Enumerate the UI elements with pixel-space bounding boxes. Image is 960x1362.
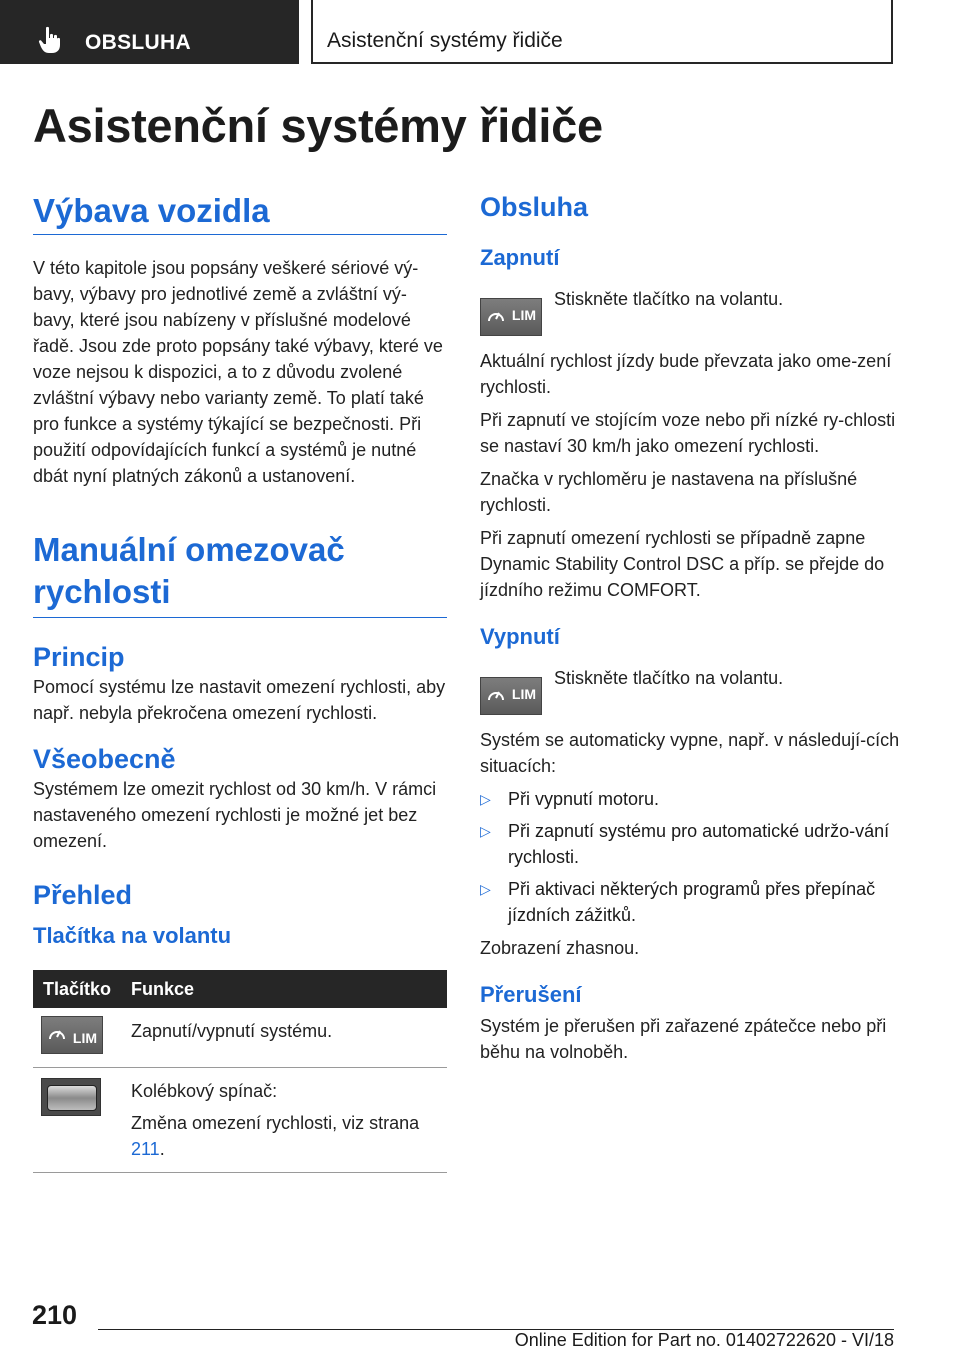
obecne-heading: Všeobecně <box>33 744 176 774</box>
zapnuti-p4: Při zapnutí omezení rychlosti se případně zapne Dynamic Stability Control DSC a příp. se přejde do jízdního režimu COMFORT. <box>480 528 885 600</box>
lim-label: LIM <box>511 307 536 323</box>
section-manual-heading-line2: rychlosti <box>33 573 171 610</box>
zapnuti-p2: Při zapnutí ve stojícím voze nebo při nízké ry‐chlosti se nastaví 30 km/h jako omezení rychlosti. <box>480 410 896 456</box>
lim-button-image <box>480 298 542 336</box>
zapnuti-heading: Zapnutí <box>480 245 560 270</box>
speedometer-icon <box>48 1025 66 1043</box>
princip-heading: Princip <box>33 642 125 672</box>
table-row <box>33 1068 447 1173</box>
triangle-bullet-icon: ▷ <box>480 823 491 839</box>
rocker-switch-icon <box>47 1085 97 1111</box>
hand-pointer-icon <box>38 26 62 54</box>
footer-edition: Online Edition for Part no. 01402722620 - VI/18 <box>514 1330 894 1350</box>
table-header-button: Tlačítko <box>33 970 131 1008</box>
vypnuti-p2: Zobrazení zhasnou. <box>480 938 640 958</box>
vypnuti-heading: Vypnutí <box>480 624 560 649</box>
section-manual-heading-wrap <box>33 529 447 618</box>
prehled-subheading: Tlačítka na volantu <box>33 923 232 948</box>
obecne-text: Systémem lze omezit rychlost od 30 km/h. V rámci nastaveného omezení rychlosti je možné jet bez omezení. <box>33 779 437 851</box>
zapnuti-p3: Značka v rychloměru je nastavena na příslušné rychlosti. <box>480 469 858 515</box>
list-item: ▷ Při aktivaci některých programů přes přepínač jízdních zážitků. <box>480 876 900 928</box>
header-section-label: Asistenční systémy řidiče <box>327 29 563 52</box>
rocker-title: Kolébkový spínač: <box>131 1081 278 1101</box>
princip-text: Pomocí systému lze nastavit omezení rychlosti, aby např. nebyla překročena omezení rychlosti. <box>33 677 446 723</box>
lim-label: LIM <box>511 686 536 702</box>
table-cell-function: Zapnutí/vypnutí systému. <box>131 1008 447 1068</box>
page-link-211[interactable]: 211 <box>131 1139 160 1159</box>
lim-button-image <box>41 1016 103 1054</box>
section-manual-heading-line1: Manuální omezovač <box>33 531 345 568</box>
table-row <box>33 1008 447 1068</box>
buttons-table <box>33 970 447 1173</box>
right-column <box>480 190 900 1065</box>
header-tab-label: OBSLUHA <box>85 31 191 54</box>
rocker-description: Změna omezení rychlosti, viz strana 211. <box>131 1113 420 1159</box>
header-section-tab[interactable] <box>311 0 893 64</box>
left-column <box>33 190 447 1173</box>
preruseni-heading: Přerušení <box>480 982 582 1007</box>
speedometer-icon <box>487 686 505 704</box>
obsluha-heading: Obsluha <box>480 192 589 222</box>
vypnuti-instruction-row <box>480 665 900 715</box>
list-item: ▷ Při vypnutí motoru. <box>480 786 900 812</box>
vybava-text: V této kapitole jsou popsány veškeré sériové vý‐bavy, výbavy pro jednotlivé země a zvláštní vý‐bavy, které jsou nabízeny v příslušné modelové řadě. Jsou zde proto popsány také výbavy, které ve voze nejsou k dispozici, a to z důvodu zvolené zvláštní výbavy nebo varianty země. To platí také pro funkce a systémy týkající se bezpečnosti. Při použití odpovídajících funkcí a systémů je nutné dbát nyní platných zákonů a ustanovení. <box>33 258 443 486</box>
vypnuti-bullet-list <box>480 786 900 928</box>
header-tab-obsluha[interactable] <box>0 0 299 64</box>
vypnuti-instruction: Stiskněte tlačítko na volantu. <box>554 668 784 688</box>
page-title: Asistenční systémy řidiče <box>33 99 603 152</box>
lim-label: LIM <box>72 1030 97 1046</box>
section-vybava-heading: Výbava vozidla <box>33 192 270 229</box>
section-vybava-heading-wrap <box>33 190 447 235</box>
zapnuti-p1: Aktuální rychlost jízdy bude převzata jako ome‐zení rychlosti. <box>480 351 892 397</box>
preruseni-text: Systém je přerušen při zařazené zpátečce nebo při běhu na volnoběh. <box>480 1016 887 1062</box>
zapnuti-instruction-row <box>480 286 900 336</box>
prehled-heading: Přehled <box>33 880 133 910</box>
triangle-bullet-icon: ▷ <box>480 881 491 897</box>
table-header-function: Funkce <box>131 970 447 1008</box>
page-number: 210 <box>32 1300 78 1330</box>
zapnuti-instruction: Stiskněte tlačítko na volantu. <box>554 289 784 309</box>
triangle-bullet-icon: ▷ <box>480 791 491 807</box>
list-item: ▷ Při zapnutí systému pro automatické udržo‐vání rychlosti. <box>480 818 900 870</box>
lim-button-image <box>480 677 542 715</box>
rocker-switch-image <box>41 1078 101 1116</box>
vypnuti-p1: Systém se automaticky vypne, např. v následují‐cích situacích: <box>480 730 900 776</box>
speedometer-icon <box>487 307 505 325</box>
